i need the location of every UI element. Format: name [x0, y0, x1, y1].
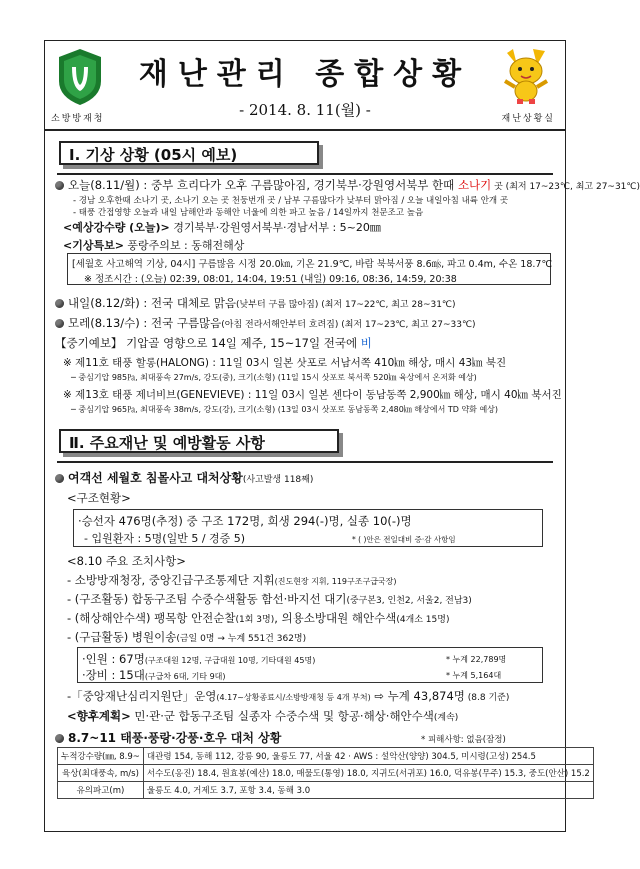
weather-warning: <기상특보> 풍랑주의보 : 동해전해상: [63, 239, 245, 252]
table-key: 누적강수량(㎜, 8.9~: [58, 748, 144, 765]
measure-1: - 소방방재청장, 중앙긴급구조통제단 지휘(진도현장 지휘, 119구조구급국장): [67, 573, 397, 587]
table-value: 울릉도 4.0, 거제도 3.7, 포항 3.4, 동해 3.0: [143, 782, 593, 799]
table-value: 서수도(옹진) 18.4, 원효봉(예산) 18.0, 매물도(통영) 18.0, 지귀도(서귀포) 16.0, 덕유봉(무주) 15.3, 중도(안산) 15.2: [143, 765, 593, 782]
resource-equipment: ·장비 : 15대(구급차 6대, 기타 9대): [82, 668, 226, 682]
table-row: [58, 748, 594, 765]
rain-forecast: <예상강수량 (오늘)> 경기북부·강원영서북부·경남서부 : 5~20㎜: [63, 221, 381, 234]
typhoon-11-detail: ─ 중심기압 985㎩, 최대풍속 27m/s, 강도(중), 크기(소형) (11일 15시 삿포로 북서쪽 520㎞ 육상에서 온저화 예상): [71, 373, 477, 382]
equipment-total: * 누계 5,164대: [446, 671, 502, 680]
shower-word: 소나기: [457, 178, 492, 192]
rescue-line-2: - 입원환자 : 5명(일반 5 / 경증 5): [84, 532, 246, 545]
table-key: 육상(최대풍속, m/s): [58, 765, 144, 782]
table-row: [58, 782, 594, 799]
mascot-label: 재난상황실: [501, 114, 555, 124]
rescue-box: [73, 509, 543, 547]
mascot-character-icon: [499, 45, 553, 105]
table-key: 유의파고(m): [58, 782, 144, 799]
section-2-divider: [57, 461, 553, 463]
mid-term-forecast: 【중기예보】 기압골 영향으로 14일 제주, 15~17일 전국에 비: [55, 336, 372, 350]
measure-2: - (구조활동) 합동구조팀 수중수색활동 함선·바지선 대기(중구본3, 인천2, 서울2, 전남3): [67, 592, 472, 606]
tomorrow-forecast: 내일(8.12/화) : 전국 대체로 맑음(낮부터 구름 많아짐) (최저 17~22℃, 최고 28~31℃): [55, 295, 456, 311]
sewol-weather-obs: [세월호 사고해역 기상, 04시] 구름많음 시정 20.0㎞, 기온 21.9℃, 바람 북북서풍 8.6㎧, 파고 0.4m, 수온 18.7℃: [72, 259, 553, 270]
today-note-2: - 태풍 간접영향 오늘과 내일 남해안과 동해안 너울에 의한 파고 높음 / 14일까지 천문조고 높음: [73, 208, 424, 218]
tide-times: ※ 정조시간 : (오늘) 02:39, 08:01, 14:04, 19:51 (내일) 09:16, 08:36, 14:59, 20:38: [84, 274, 457, 285]
today-forecast: 오늘(8.11/월) : 중부 흐리다가 오후 구름많아짐, 경기북부·강원영서북부 한때 소나기 곳 (최저 17~23℃, 최고 27~31℃): [55, 177, 640, 193]
section-1-divider: [57, 173, 553, 175]
psych-support: -「중앙재난심리지원단」운영(4.17~상황종료시/소방방재청 등 4개 부처) ⇨ 누계 43,874명 (8.8 기준): [67, 689, 510, 703]
damage-note: * 피해사항: 없음(잠정): [421, 735, 506, 745]
measure-3: - (해상해안수색) 팽목항 안전순찰(1회 3명), 의용소방대원 해안수색(4개소 15명): [67, 611, 450, 625]
dayafter-forecast: 모레(8.13/수) : 전국 구름많음(아침 전라서해안부터 흐려짐) (최저 17~23℃, 최고 27~33℃): [55, 315, 476, 331]
sewol-weather-box: [67, 253, 551, 285]
resource-personnel: ·인원 : 67명(구조대원 12명, 구급대원 10명, 기타대원 45명): [82, 652, 316, 666]
today-note-1: - 경남 오후한때 소나기 곳, 소나기 오는 곳 천둥번개 곳 / 남부 구름많다가 낮부터 맑아짐 / 오늘 내일아침 내륙 안개 곳: [73, 196, 509, 206]
bullet-icon: [55, 734, 64, 743]
storm-status: 8.7~11 태풍·풍랑·강풍·호우 대처 상황: [55, 729, 281, 746]
future-plan: <향후계획> 민·관·군 합동구조팀 실종자 수중수색 및 항공·해상·해안수색(계속): [67, 709, 459, 723]
report-date: - 2014. 8. 11(월) -: [239, 101, 371, 119]
rescue-line-1: ·승선자 476명(추정) 중 구조 172명, 희생 294(-)명, 실종 10(-)명: [78, 514, 412, 528]
weather-stats-table: [57, 747, 594, 799]
bullet-icon: [55, 299, 64, 308]
measures-header: <8.10 주요 조치사항>: [67, 554, 186, 568]
resources-box: [77, 647, 543, 683]
table-value: 대관령 154, 동해 112, 강릉 90, 울릉도 77, 서울 42 · AWS : 설악산(양양) 304.5, 미시령(고성) 254.5: [143, 748, 593, 765]
report-page: [44, 40, 640, 832]
measure-4: - (구급활동) 병원이송(금일 0명 → 누계 551건 362명): [67, 630, 307, 644]
sewol-status: 여객선 세월호 침몰사고 대처상황(사고발생 118째): [55, 469, 313, 486]
logo-label: 소방방재청: [51, 114, 105, 124]
rescue-header: <구조현황>: [67, 491, 131, 505]
typhoon-13-detail: ─ 중심기압 965㎩, 최대풍속 38m/s, 강도(강), 크기(소형) (13일 03시 삿포로 동남동쪽 2,480㎞ 해상에서 TD 약화 예상): [71, 405, 499, 414]
rescue-note: * ( )안은 전일대비 증·감 사항임: [352, 535, 456, 544]
table-row: [58, 765, 594, 782]
bullet-icon: [55, 319, 64, 328]
typhoon-13: ※ 제13호 태풍 제너비브(GENEVIEVE) : 11일 03시 일본 센다이 동남동쪽 2,900㎞ 해상, 매시 40㎞ 북서진: [63, 389, 562, 401]
personnel-total: * 누계 22,789명: [446, 655, 507, 664]
bullet-icon: [55, 181, 64, 190]
bullet-icon: [55, 474, 64, 483]
report-header: [45, 41, 565, 131]
report-title: 재난관리 종합상황: [138, 57, 472, 92]
section-2-title: Ⅱ. 주요재난 및 예방활동 사항: [59, 429, 339, 453]
typhoon-11: ※ 제11호 태풍 할롱(HALONG) : 11일 03시 일본 삿포로 서남서쪽 410㎞ 해상, 매시 43㎞ 북진: [63, 357, 507, 369]
section-1-title: Ⅰ. 기상 상황 (05시 예보): [59, 141, 319, 165]
